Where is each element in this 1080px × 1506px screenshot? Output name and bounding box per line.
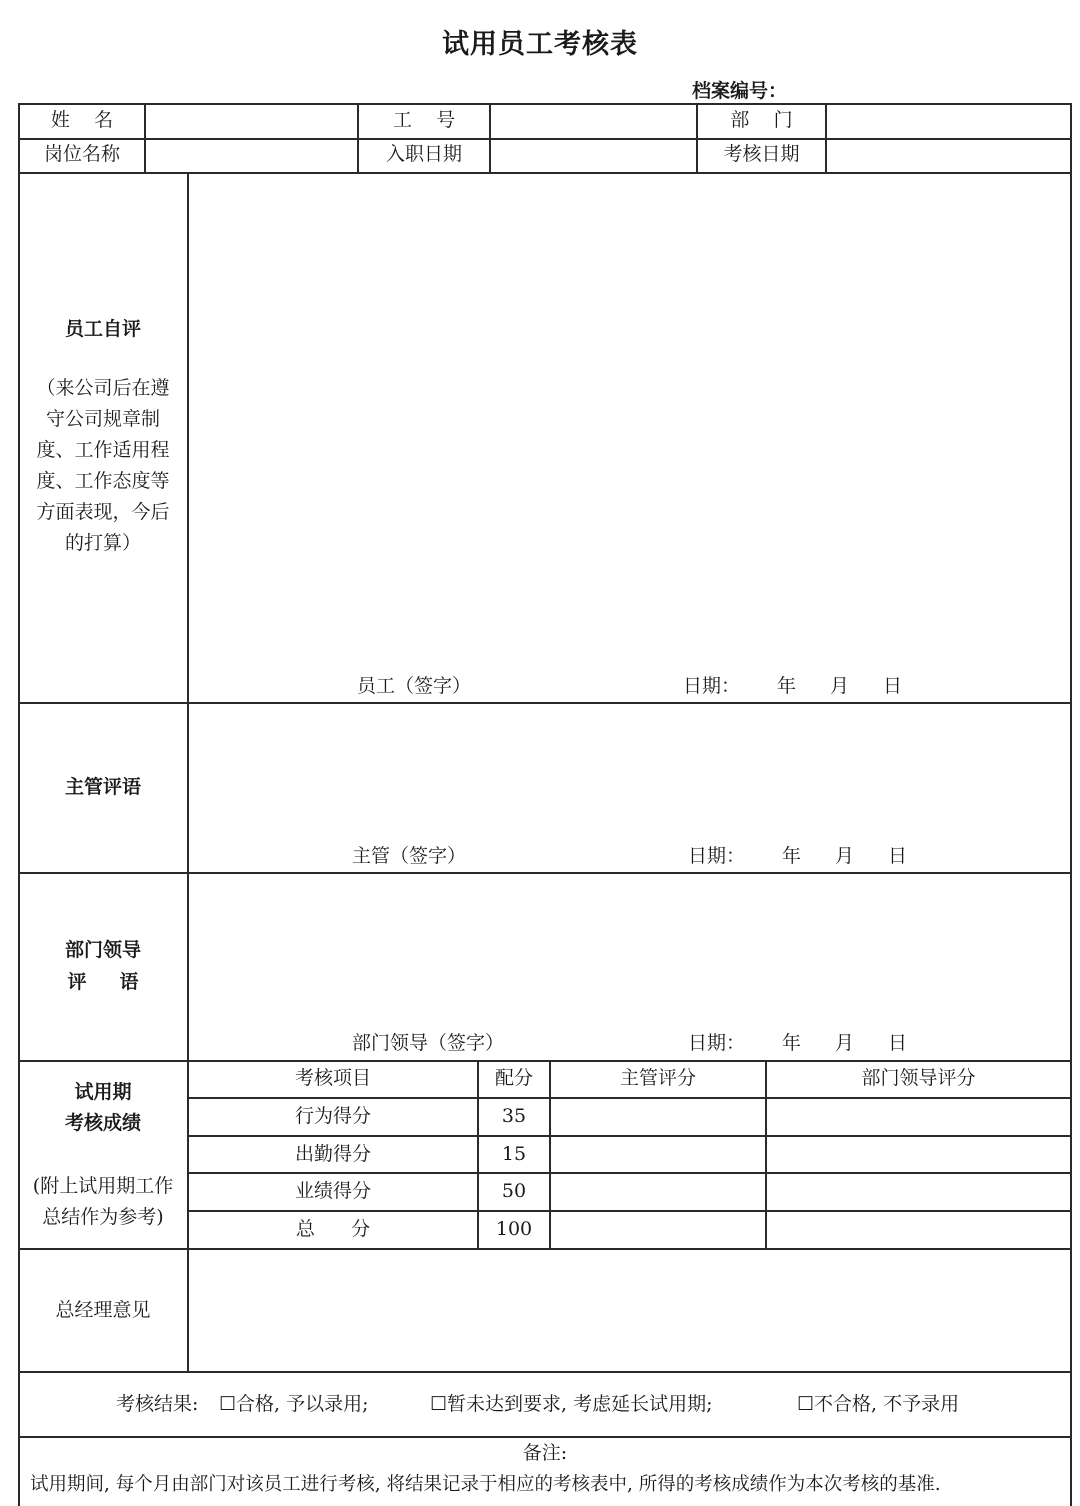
supervisor-score-cell[interactable]	[551, 1137, 764, 1171]
position-field[interactable]	[146, 140, 356, 171]
archive-number-label: 档案编号：	[692, 80, 788, 102]
remarks-text: 试用期间, 每个月由部门对该员工进行考核, 将结果记录于相应的考核表中, 所得的考核成绩作为本次考核的基准.	[30, 1474, 941, 1495]
dept-leader-score-cell[interactable]	[767, 1174, 1069, 1209]
review-date-field[interactable]	[827, 140, 1069, 171]
self-eval-month: 月	[830, 675, 850, 697]
self-eval-day: 日	[883, 675, 903, 697]
row-divider	[18, 1060, 1072, 1062]
result-option-extend[interactable]: ☐暂未达到要求, 考虑延长试用期;	[430, 1393, 713, 1415]
name-field[interactable]	[146, 105, 356, 137]
score-row-points: 50	[501, 1180, 527, 1202]
row-divider	[18, 1436, 1072, 1438]
dept-leader-title-line2: 评 语	[67, 971, 139, 993]
self-eval-year: 年	[777, 675, 797, 697]
supervisor-score-cell[interactable]	[551, 1099, 764, 1134]
dept-leader-month: 月	[835, 1032, 855, 1054]
score-col-header-points: 配分	[494, 1067, 533, 1089]
supervisor-signature-label: 主管（签字）	[352, 845, 467, 867]
dept-leader-title-line1: 部门领导	[64, 939, 141, 961]
gm-opinion-title: 总经理意见	[55, 1299, 151, 1321]
supervisor-score-total-cell[interactable]	[551, 1212, 764, 1247]
dept-leader-year: 年	[782, 1032, 802, 1054]
score-row-item: 出勤得分	[294, 1143, 371, 1165]
result-option-pass[interactable]: ☐合格, 予以录用;	[219, 1393, 369, 1415]
supervisor-comment-title: 主管评语	[64, 776, 141, 798]
score-col-header-dept-leader: 部门领导评分	[861, 1067, 976, 1089]
remarks-title: 备注:	[522, 1442, 568, 1464]
dept-leader-score-cell[interactable]	[767, 1137, 1069, 1171]
review-date-label: 考核日期	[723, 143, 800, 165]
dept-leader-signature-label: 部门领导（签字）	[352, 1032, 505, 1054]
dept-leader-comment-textarea[interactable]	[190, 874, 1068, 1022]
table-border-right	[1070, 103, 1072, 1506]
self-eval-title: 员工自评	[64, 318, 141, 340]
page-title: 试用员工考核表	[442, 29, 638, 60]
score-row-item-total: 总 分	[295, 1218, 371, 1240]
department-field[interactable]	[827, 105, 1069, 137]
gm-opinion-textarea[interactable]	[190, 1250, 1068, 1370]
supervisor-month: 月	[835, 845, 855, 867]
score-row-points: 15	[501, 1143, 527, 1165]
score-col-header-supervisor: 主管评分	[619, 1067, 696, 1089]
name-label: 姓 名	[50, 109, 114, 131]
department-label: 部 门	[730, 109, 793, 131]
score-note-line2: 总结作为参考)	[42, 1206, 164, 1228]
employee-id-label: 工 号	[392, 109, 456, 131]
self-eval-description: （来公司后在遵 守公司规章制 度、工作适用程 度、工作态度等 方面表现，今后 的打算）	[36, 377, 170, 554]
supervisor-date-label: 日期：	[688, 845, 746, 867]
table-border-left	[18, 103, 20, 1506]
score-row-item: 业绩得分	[294, 1180, 371, 1202]
self-eval-date-label: 日期：	[683, 675, 741, 697]
score-title-line1: 试用期	[74, 1081, 132, 1103]
result-option-fail[interactable]: ☐不合格, 不予录用	[797, 1393, 960, 1415]
position-label: 岗位名称	[43, 143, 120, 165]
dept-leader-score-total-cell[interactable]	[767, 1212, 1069, 1247]
supervisor-day: 日	[888, 845, 908, 867]
supervisor-comment-textarea[interactable]	[190, 704, 1068, 834]
score-col-header-item: 考核项目	[294, 1067, 371, 1089]
dept-leader-day: 日	[888, 1032, 908, 1054]
score-row-points-total: 100	[495, 1218, 533, 1240]
score-row-points: 35	[501, 1105, 527, 1127]
self-eval-textarea[interactable]	[190, 174, 1068, 664]
hire-date-field[interactable]	[491, 140, 695, 171]
dept-leader-date-label: 日期：	[688, 1032, 746, 1054]
score-title-line2: 考核成绩	[64, 1112, 141, 1134]
dept-leader-score-cell[interactable]	[767, 1099, 1069, 1134]
score-row-item: 行为得分	[294, 1105, 371, 1127]
score-note-line1: (附上试用期工作	[32, 1175, 174, 1197]
supervisor-score-cell[interactable]	[551, 1174, 764, 1209]
review-result-label: 考核结果:	[116, 1393, 199, 1415]
hire-date-label: 入职日期	[385, 143, 462, 165]
employee-signature-label: 员工（签字）	[357, 675, 472, 697]
employee-id-field[interactable]	[491, 105, 695, 137]
row-divider	[18, 1371, 1072, 1373]
supervisor-year: 年	[782, 845, 802, 867]
